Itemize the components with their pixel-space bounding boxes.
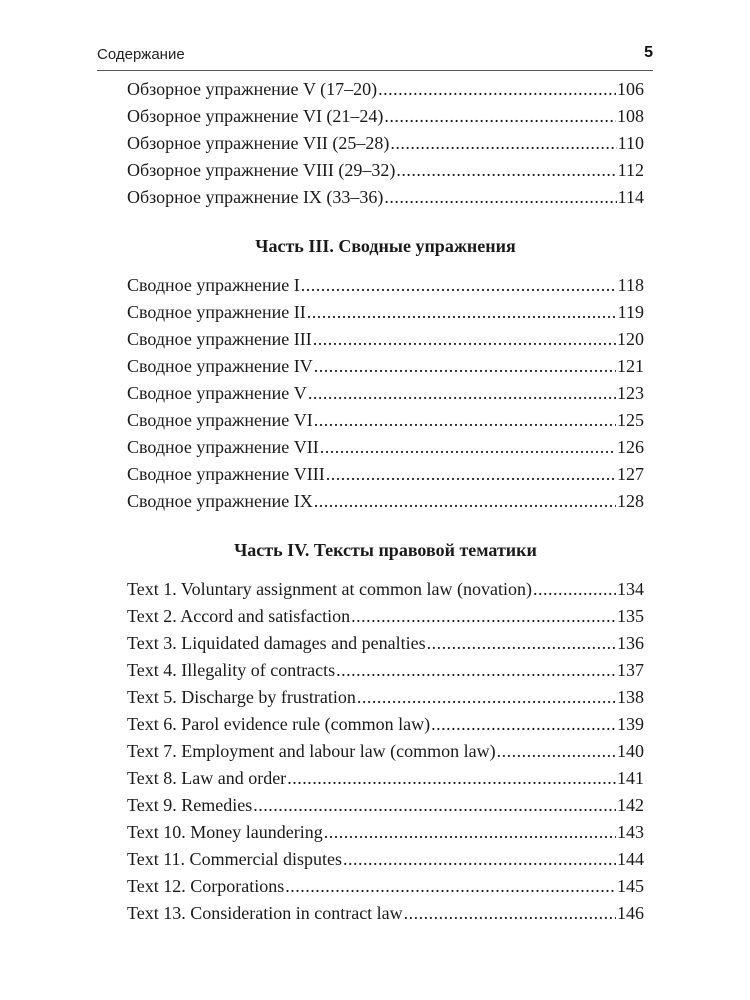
toc-entry-title: Text 8. Law and order: [127, 768, 287, 788]
toc-entry: [127, 630, 644, 657]
toc-entry-title: Text 4. Illegality of contracts: [127, 660, 336, 680]
toc-entry: [127, 130, 644, 157]
header-divider: [97, 70, 653, 71]
dot-leader: [497, 738, 616, 765]
dot-leader: [287, 765, 616, 792]
running-header-title: Содержание: [97, 46, 185, 63]
toc-entry-page: 128: [617, 491, 644, 511]
toc-entry: [127, 353, 644, 380]
toc-entry: [127, 157, 644, 184]
dot-leader: [427, 630, 616, 657]
toc-entry-page: 145: [617, 876, 644, 896]
toc-entry: [127, 576, 644, 603]
toc-entry-page: 140: [617, 741, 644, 761]
toc-entry-page: 144: [617, 849, 644, 869]
toc-entry: [127, 792, 644, 819]
toc-entry: [127, 657, 644, 684]
dot-leader: [320, 434, 616, 461]
toc-entry-page: 114: [617, 187, 644, 207]
toc-entry: [127, 76, 644, 103]
dot-leader: [314, 353, 616, 380]
toc-entry-page: 125: [617, 410, 644, 430]
dot-leader: [404, 900, 616, 927]
toc-entry-page: 112: [617, 160, 644, 180]
toc-entry-page: 135: [617, 606, 644, 626]
dot-leader: [378, 76, 616, 103]
toc-entry: [127, 873, 644, 900]
toc-entry-title: Сводное упражнение II: [127, 302, 306, 322]
toc-list-part2: [127, 76, 644, 211]
dot-leader: [351, 603, 616, 630]
dot-leader: [308, 380, 616, 407]
toc-entry-page: 138: [617, 687, 644, 707]
toc-entry-page: 127: [617, 464, 644, 484]
toc-entry-title: Обзорное упражнение VI (21–24): [127, 106, 384, 126]
toc-entry-title: Обзорное упражнение IX (33–36): [127, 187, 384, 207]
toc-entry-page: 146: [617, 903, 644, 923]
toc-entry-title: Text 9. Remedies: [127, 795, 253, 815]
toc-list-part3: [127, 272, 644, 515]
page-header: [97, 44, 653, 70]
toc-entry: [127, 846, 644, 873]
toc-entry-page: 106: [617, 79, 644, 99]
toc-entry-title: Обзорное упражнение VIII (29–32): [127, 160, 396, 180]
dot-leader: [314, 488, 616, 515]
toc-entry-title: Text 13. Consideration in contract law: [127, 903, 403, 923]
toc-entry-page: 141: [617, 768, 644, 788]
dot-leader: [336, 657, 616, 684]
toc-entry-title: Обзорное упражнение VII (25–28): [127, 133, 390, 153]
toc-entry-title: Text 10. Money laundering: [127, 822, 323, 842]
toc-entry: [127, 407, 644, 434]
dot-leader: [253, 792, 616, 819]
toc-entry-title: Text 6. Parol evidence rule (common law): [127, 714, 431, 734]
toc-entry-title: Text 7. Employment and labour law (common law): [127, 741, 496, 761]
toc-entry-page: 136: [617, 633, 644, 653]
toc-entry: [127, 738, 644, 765]
toc-entry-title: Text 3. Liquidated damages and penalties: [127, 633, 426, 653]
toc-entry-title: Text 1. Voluntary assignment at common law (novation): [127, 579, 533, 599]
toc-entry-page: 121: [617, 356, 644, 376]
toc-entry: [127, 299, 644, 326]
toc-entry: [127, 184, 644, 211]
toc-entry: [127, 461, 644, 488]
dot-leader: [390, 130, 616, 157]
dot-leader: [384, 103, 616, 130]
dot-leader: [533, 576, 616, 603]
toc-entry-page: 119: [617, 302, 644, 322]
toc-entry-title: Сводное упражнение V: [127, 383, 307, 403]
toc-entry-page: 126: [617, 437, 644, 457]
page-number: 5: [644, 44, 653, 61]
toc-entry-page: 134: [617, 579, 644, 599]
toc-entry: [127, 819, 644, 846]
toc-entry: [127, 488, 644, 515]
dot-leader: [301, 272, 617, 299]
dot-leader: [326, 461, 616, 488]
dot-leader: [431, 711, 616, 738]
toc-entry: [127, 765, 644, 792]
dot-leader: [384, 184, 616, 211]
toc-entry: [127, 434, 644, 461]
toc-entry-title: Сводное упражнение VII: [127, 437, 319, 457]
toc-entry-title: Сводное упражнение IV: [127, 356, 313, 376]
toc-entry-page: 123: [617, 383, 644, 403]
toc-entry-page: 139: [617, 714, 644, 734]
toc-entry-title: Обзорное упражнение V (17–20): [127, 79, 378, 99]
toc-entry: [127, 103, 644, 130]
toc-entry-page: 110: [617, 133, 644, 153]
dot-leader: [285, 873, 616, 900]
toc-entry-page: 137: [617, 660, 644, 680]
toc-entry-title: Сводное упражнение III: [127, 329, 312, 349]
dot-leader: [313, 326, 616, 353]
toc-entry-page: 143: [617, 822, 644, 842]
toc-entry: [127, 684, 644, 711]
toc-entry-title: Text 5. Discharge by frustration: [127, 687, 356, 707]
toc-entry-page: 142: [617, 795, 644, 815]
dot-leader: [324, 819, 616, 846]
dot-leader: [396, 157, 616, 184]
toc-entry: [127, 326, 644, 353]
toc-entry-title: Сводное упражнение VI: [127, 410, 313, 430]
toc-entry-title: Text 2. Accord and satisfaction: [127, 606, 351, 626]
toc-entry-page: 118: [617, 275, 644, 295]
dot-leader: [307, 299, 617, 326]
toc-entry-page: 108: [617, 106, 644, 126]
toc-entry: [127, 711, 644, 738]
dot-leader: [357, 684, 616, 711]
toc-entry-title: Сводное упражнение VIII: [127, 464, 325, 484]
toc-entry: [127, 380, 644, 407]
toc-entry-title: Text 11. Commercial disputes: [127, 849, 343, 869]
toc-entry: [127, 603, 644, 630]
section-heading-part4: Часть IV. Тексты правовой тематики: [234, 540, 537, 560]
toc-entry-title: Text 12. Corporations: [127, 876, 285, 896]
toc-entry: [127, 900, 644, 927]
toc-entry-title: Сводное упражнение IX: [127, 491, 313, 511]
toc-entry-page: 120: [617, 329, 644, 349]
section-heading-part3: Часть III. Сводные упражнения: [255, 236, 516, 256]
dot-leader: [314, 407, 616, 434]
table-of-contents: [127, 76, 644, 927]
toc-entry: [127, 272, 644, 299]
toc-list-part4: [127, 576, 644, 927]
toc-entry-title: Сводное упражнение I: [127, 275, 300, 295]
dot-leader: [343, 846, 616, 873]
